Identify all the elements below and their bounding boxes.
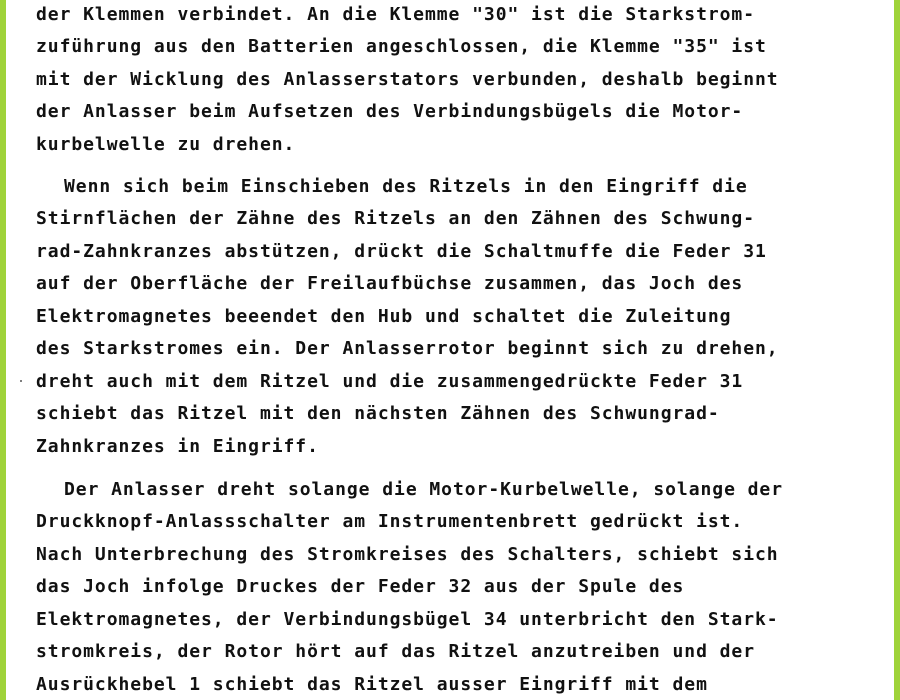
text-line: kurbelwelle zu drehen.	[36, 134, 296, 155]
text-line: Elektromagnetes, der Verbindungsbügel 34 unterbricht den Stark-	[36, 609, 779, 630]
text-line: Zahnkranzes in Eingriff.	[36, 436, 319, 457]
text-line: schiebt das Ritzel mit den nächsten Zähnen des Schwungrad-	[36, 403, 720, 424]
text-line: Der Anlasser dreht solange die Motor-Kurbelwelle, solange der	[64, 479, 784, 500]
text-line: der Anlasser beim Aufsetzen des Verbindungsbügels die Motor-	[36, 101, 744, 122]
text-line: das Joch infolge Druckes der Feder 32 aus der Spule des	[36, 576, 685, 597]
text-line: der Klemmen verbindet. An die Klemme "30" ist die Starkstrom-	[36, 4, 756, 25]
text-line: dreht auch mit dem Ritzel und die zusammengedrückte Feder 31	[36, 371, 744, 392]
text-line: rad-Zahnkranzes abstützen, drückt die Schaltmuffe die Feder 31	[36, 241, 767, 262]
text-line: auf der Oberfläche der Freilaufbüchse zusammen, das Joch des	[36, 273, 744, 294]
text-line: stromkreis, der Rotor hört auf das Ritzel anzutreiben und der	[36, 641, 756, 662]
document-page	[6, 0, 894, 700]
text-line: mit der Wicklung des Anlasserstators verbunden, deshalb beginnt	[36, 69, 779, 90]
text-line: Druckknopf-Anlassschalter am Instrumentenbrett gedrückt ist.	[36, 511, 744, 532]
text-line: Wenn sich beim Einschieben des Ritzels in den Eingriff die	[64, 176, 748, 197]
text-line: zuführung aus den Batterien angeschlossen, die Klemme "35" ist	[36, 36, 767, 57]
text-line: Elektromagnetes beeendet den Hub und schaltet die Zuleitung	[36, 306, 732, 327]
text-line: Stirnflächen der Zähne des Ritzels an den Zähnen des Schwung-	[36, 208, 756, 229]
scan-speck	[20, 380, 22, 382]
text-line: des Starkstromes ein. Der Anlasserrotor beginnt sich zu drehen,	[36, 338, 779, 359]
text-line: Nach Unterbrechung des Stromkreises des Schalters, schiebt sich	[36, 544, 779, 565]
text-line: Ausrückhebel 1 schiebt das Ritzel ausser Eingriff mit dem	[36, 674, 708, 695]
